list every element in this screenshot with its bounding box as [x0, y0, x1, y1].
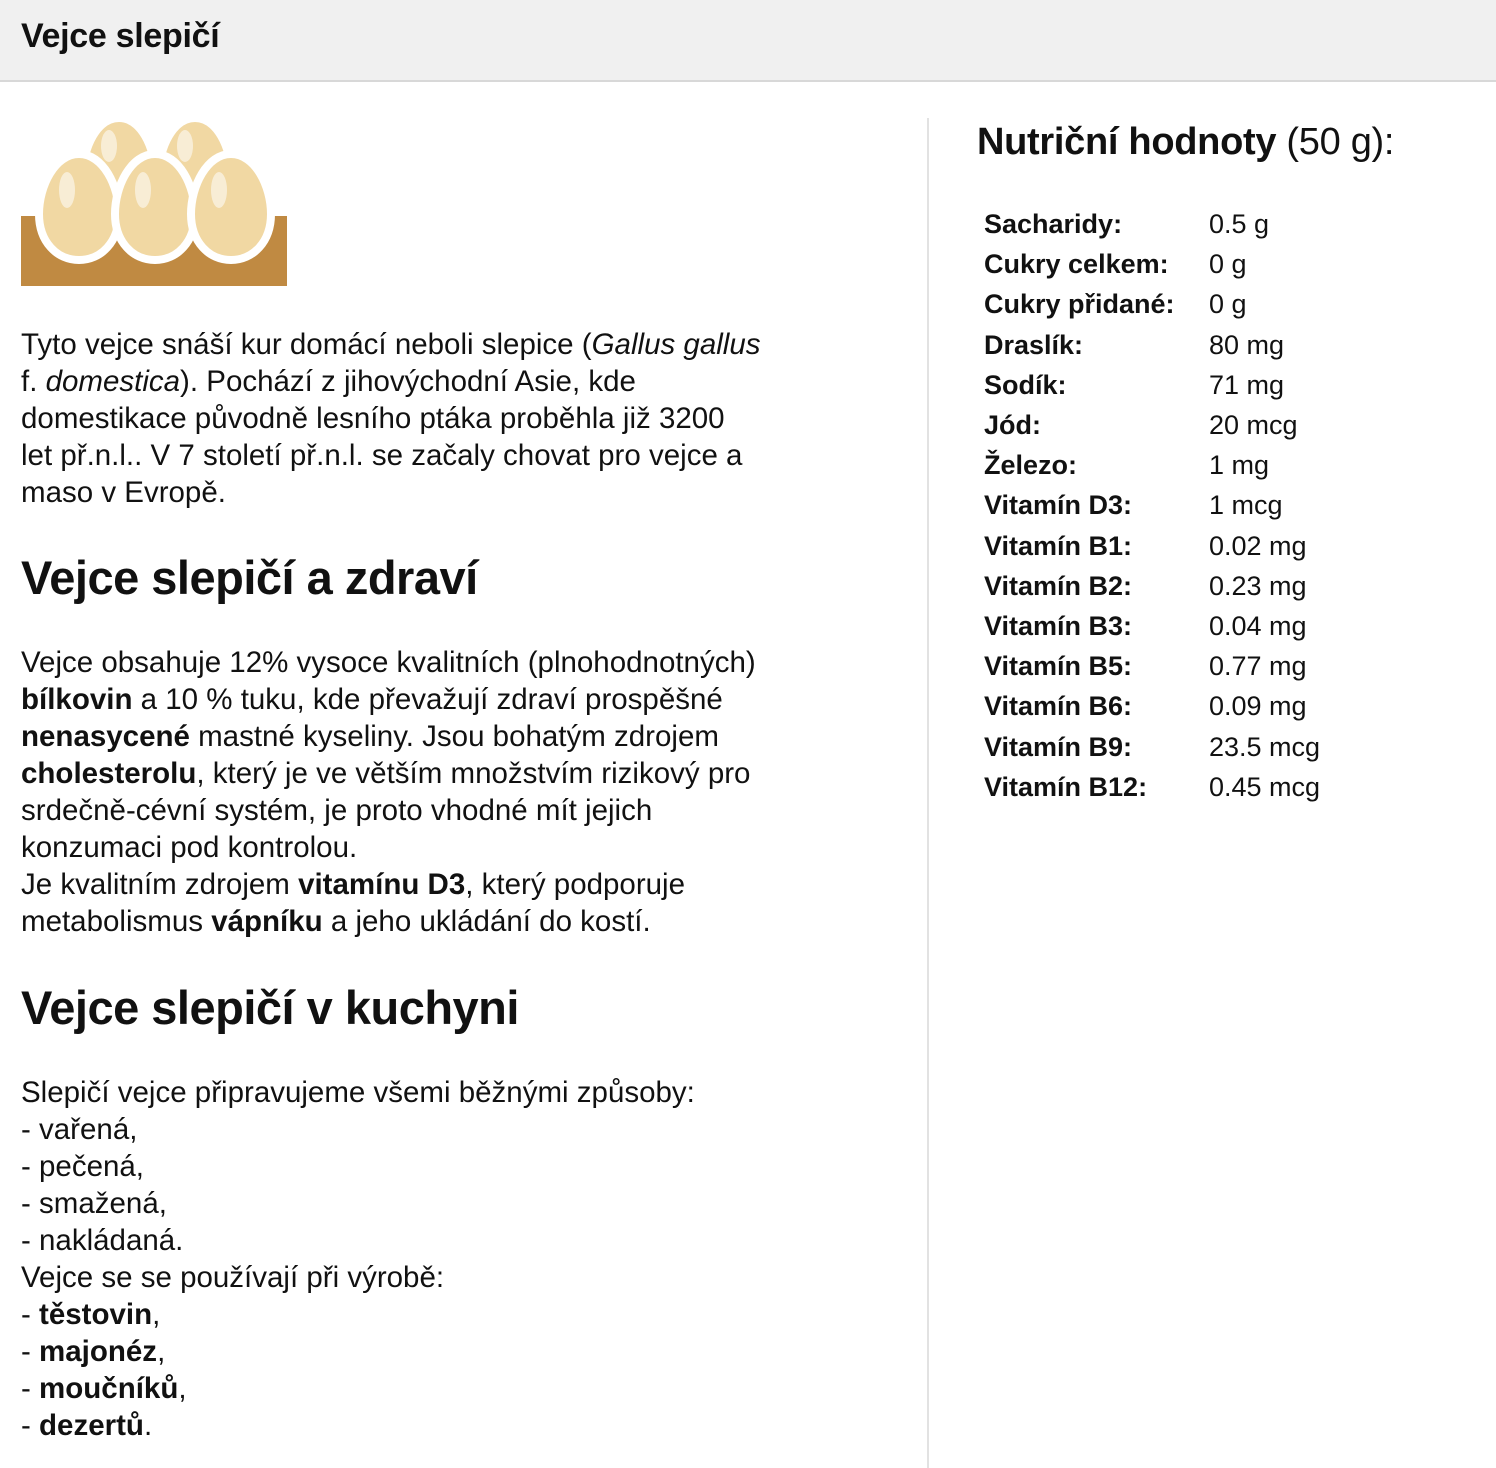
list-dash: - [21, 1409, 40, 1442]
page-header [0, 0, 1496, 82]
intro-line [21, 326, 891, 363]
health-heading: Vejce slepičí a zdraví [21, 551, 478, 604]
table-row [984, 526, 1320, 566]
nutrient-label: Cukry celkem: [984, 249, 1169, 280]
list-dash: - [21, 1298, 40, 1331]
nutrient-value: 0.5 g [1209, 209, 1270, 239]
highlight-term: vápníku [211, 905, 323, 938]
table-row [984, 646, 1320, 686]
list-separator: . [143, 1409, 153, 1442]
list-separator: , [178, 1372, 187, 1405]
health-text: , který podporuje [465, 868, 686, 901]
intro-line: domestikace původně lesního ptáka proběhla již 3200 [21, 402, 725, 435]
nutrition-title-serving: (50 g): [1276, 121, 1395, 163]
nutrient-value: 1 mcg [1209, 490, 1283, 521]
table-row [984, 445, 1320, 485]
kitchen-paragraph [21, 1074, 891, 1444]
highlight-term: nenasycené [21, 720, 190, 753]
intro-text: Tyto vejce snáší kur domácí neboli slepice ( [21, 328, 592, 361]
nutrient-label: Jód: [984, 410, 1041, 441]
table-row [984, 485, 1320, 525]
intro-line: let př.n.l.. V 7 století př.n.l. se začaly chovat pro vejce a [21, 439, 743, 472]
health-line [21, 681, 891, 718]
table-row [984, 727, 1320, 767]
table-row [984, 767, 1320, 807]
health-text: metabolismus [21, 905, 212, 938]
use-name: majonéz [39, 1335, 158, 1368]
highlight-term: vitamínu D3 [298, 868, 466, 901]
nutrient-value: 0.77 mg [1209, 651, 1307, 682]
nutrient-value: 0.09 mg [1209, 691, 1307, 722]
nutrient-value: 0 g [1209, 289, 1247, 320]
table-row [984, 284, 1320, 324]
health-line [21, 866, 891, 903]
highlight-term: bílkovin [21, 683, 133, 716]
cooking-method: - nakládaná. [21, 1224, 184, 1257]
health-text: a jeho ukládání do kostí. [322, 905, 651, 938]
health-text: a 10 % tuku, kde převažují zdraví prospěšné [132, 683, 723, 716]
list-separator: , [152, 1298, 161, 1331]
table-row [984, 686, 1320, 726]
health-text: Je kvalitním zdrojem [21, 868, 299, 901]
health-text: mastné kyseliny. Jsou bohatým zdrojem [189, 720, 719, 753]
nutrient-value: 80 mg [1209, 329, 1285, 360]
health-line: Vejce obsahuje 12% vysoce kvalitních (plnohodnotných) [21, 646, 756, 679]
cooking-method: - smažená, [21, 1187, 167, 1220]
table-row [984, 244, 1320, 284]
highlight-term: cholesterolu [21, 757, 197, 790]
intro-text: ). Pochází z jihovýchodní Asie, kde [180, 365, 636, 398]
cooking-method: - pečená, [21, 1150, 144, 1183]
list-dash: - [21, 1335, 40, 1368]
cooking-method: - vařená, [21, 1113, 138, 1146]
health-line: srdečně-cévní systém, je proto vhodné mít jejich [21, 794, 653, 827]
health-line: konzumaci pod kontrolou. [21, 831, 358, 864]
nutrient-label: Vitamín B1: [984, 530, 1133, 561]
nutrient-label: Vitamín B12: [984, 771, 1148, 802]
nutrient-label: Sacharidy: [984, 209, 1123, 239]
nutrition-title [977, 118, 1477, 166]
use-name: těstovin [39, 1298, 153, 1331]
table-row [984, 365, 1320, 405]
nutrient-label: Cukry přidané: [984, 289, 1175, 320]
eggs-in-tray-icon [21, 116, 289, 286]
health-line [21, 718, 891, 755]
page-title: Vejce slepičí [21, 17, 220, 55]
nutrient-value: 0.02 mg [1209, 530, 1307, 561]
table-row [984, 606, 1320, 646]
use-item [21, 1407, 891, 1444]
nutrient-value: 20 mcg [1209, 410, 1298, 441]
nutrient-value: 0.45 mcg [1209, 771, 1321, 802]
table-row [984, 204, 1320, 244]
nutrition-title-bold: Nutriční hodnoty [977, 121, 1277, 163]
intro-paragraph [21, 326, 891, 511]
nutrient-value: 23.5 mcg [1209, 731, 1321, 762]
latin-name: domestica [45, 365, 181, 398]
table-row [984, 325, 1320, 365]
nutrient-label: Vitamín B6: [984, 691, 1133, 722]
column-divider [927, 118, 929, 1468]
use-item [21, 1296, 891, 1333]
use-item [21, 1333, 891, 1370]
intro-text: f. [21, 365, 46, 398]
nutrient-value: 71 mg [1209, 369, 1285, 400]
nutrient-label: Vitamín B3: [984, 611, 1133, 642]
nutrition-table [984, 204, 1320, 807]
nutrient-value: 0.23 mg [1209, 570, 1307, 601]
nutrient-label: Sodík: [984, 369, 1067, 400]
health-line [21, 755, 891, 792]
nutrient-label: Vitamín B5: [984, 651, 1133, 682]
table-row [984, 405, 1320, 445]
nutrient-label: Železo: [984, 450, 1078, 481]
kitchen-heading: Vejce slepičí v kuchyni [21, 981, 519, 1034]
nutrient-label: Vitamín B9: [984, 731, 1133, 762]
latin-name: Gallus gallus [591, 328, 761, 361]
uses-intro: Vejce se se používají při výrobě: [21, 1261, 445, 1294]
nutrient-value: 0.04 mg [1209, 611, 1307, 642]
kitchen-intro: Slepičí vejce připravujeme všemi běžnými způsoby: [21, 1076, 695, 1109]
intro-line [21, 363, 891, 400]
use-name: moučníků [39, 1372, 179, 1405]
intro-line: maso v Evropě. [21, 476, 226, 509]
nutrient-label: Vitamín D3: [984, 490, 1133, 521]
nutrition-panel [977, 118, 1477, 802]
nutrient-value: 0 g [1209, 249, 1247, 280]
nutrient-value: 1 mg [1209, 450, 1270, 481]
use-name: dezertů [39, 1409, 144, 1442]
list-separator: , [157, 1335, 166, 1368]
health-text: , který je ve větším množstvím rizikový pro [196, 757, 751, 790]
use-item [21, 1370, 891, 1407]
list-dash: - [21, 1372, 40, 1405]
nutrient-label: Draslík: [984, 329, 1084, 360]
health-paragraph [21, 644, 891, 940]
health-line [21, 903, 891, 940]
nutrient-label: Vitamín B2: [984, 570, 1133, 601]
table-row [984, 566, 1320, 606]
